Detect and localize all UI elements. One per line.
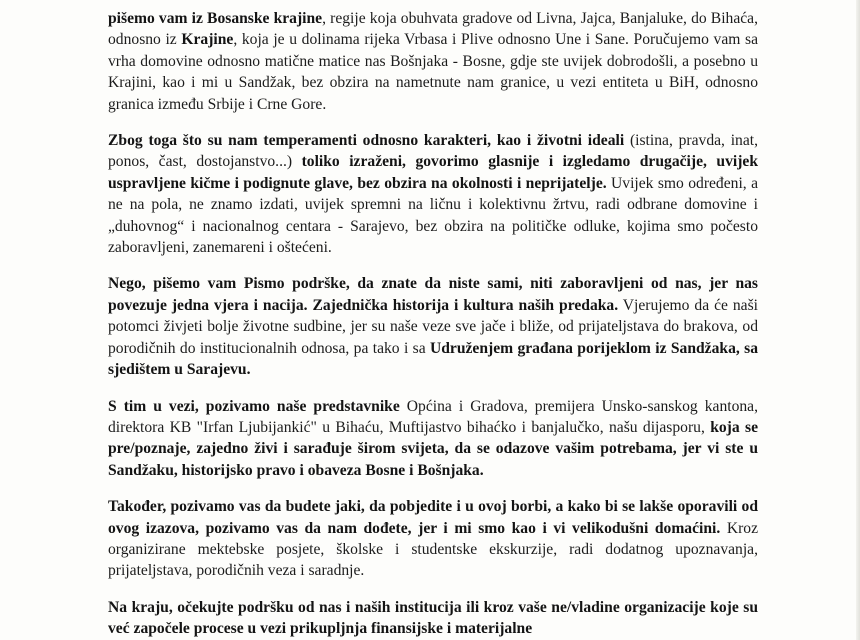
text-segment: Uvijek smo određeni, a ne na pola, ne znamo izdati, uvijek spremni na ličnu i kolektivnu žrtvu, radi odbrane domovine i „duhovnog“ i nacionalnog centara - Sarajevo, bez obzira na političke odluke, kojima smo počesto zaboravljeni, zanemareni i oštećeni. [108, 174, 758, 257]
text-segment: koja se pre/poznaje, zajedno živi i sarađuje širom svijeta, da se odazove vašim potrebama, jer vi ste u Sandžaku, historijsko pravo i obaveza Bosne i Bošnjaka. [108, 418, 759, 479]
paragraph-temperamenti [108, 130, 758, 258]
text-segment: Vjerujemo da će naši potomci živjeti bolje životne sudbine, jer su naše veze sve jače i bliže, od prijateljstava do brakova, od porodičnih do institucionalnih odnosa, pa tako i sa [108, 296, 758, 357]
paragraph-poziv [108, 496, 758, 582]
paragraph-na-kraju [108, 597, 758, 640]
paragraph-pismo-podrske [108, 273, 758, 380]
paragraph-bosanska-krajina [108, 8, 758, 115]
text-segment: Kroz organizirane mektebske posjete, školske i studentske ekskurzije, radi dodatnog upoznavanja, prijateljstava, porodičnih veza i saradnje. [108, 519, 758, 580]
text-segment: Nego, pišemo vam Pismo podrške, da znate da niste sami, niti zaboravljeni od nas, jer nas povezuje jedna vjera i nacija. Zajednička historija i kultura naših predaka. [108, 275, 758, 314]
text-segment: , koja je u dolinama rijeka Vrbasa i Plive odnosno Une i Sane. Poručujemo vam sa vrha domovine odnosno matične matice nas Bošnjaka - Bosne, gdje ste uvijek dobrodošli, a posebno u Krajini, kao i mi u Sandžak, bez obzira na nametnute nam granice, u vezi entiteta u BiH, odnosno granica između Srbije i Crne Gore. [108, 31, 758, 113]
text-segment: Zbog toga što su nam temperamenti odnosno karakteri, kao i životni ideali [108, 132, 625, 150]
text-segment: S tim u vezi, pozivamo naše predstavnike [108, 397, 400, 415]
letter-body [108, 8, 758, 640]
text-segment: , regije koja obuhvata gradove od Livna, Jajca, Banjaluke, do Bihaća, odnosno iz [108, 10, 758, 49]
text-segment: Krajine [181, 31, 234, 49]
paragraph-predstavnici [108, 396, 758, 482]
text-segment: (istina, pravda, inat, ponos, čast, dostojanstvo...) [108, 132, 758, 171]
text-segment: Udruženjem građana porijeklom iz Sandžaka, sa sjedištem u Sarajevu. [108, 339, 758, 379]
text-segment: Općina i Gradova, premijera Unsko-sanskog kantona, direktora KB "Irfan Ljubijankić" u Bihaću, Muftijastvo bihaćko i banjalučko, našu dijasporu, [108, 397, 759, 436]
text-segment: Na kraju, očekujte podršku od nas i naših institucija ili kroz vaše ne/vladine organizacije koje su već započele procese u vezi prikupljnja finansijske i materijalne [108, 598, 758, 638]
text-segment: pišemo vam iz Bosanske krajine [108, 10, 323, 27]
text-segment: toliko izraženi, govorimo glasnije i izgledamo drugačije, uvijek uspravljene kičme i podignute glave, bez obzira na okolnosti i neprijatelje. [108, 153, 758, 192]
text-segment: Također, pozivamo vas da budete jaki, da pobjedite i u ovoj borbi, a kako bi se lakše oporavili od ovog izazova, pozivamo vas da nam dođete, jer i mi smo kao i vi velikodušni domaćini. [108, 498, 758, 537]
scan-edge-shadow [856, 0, 860, 640]
